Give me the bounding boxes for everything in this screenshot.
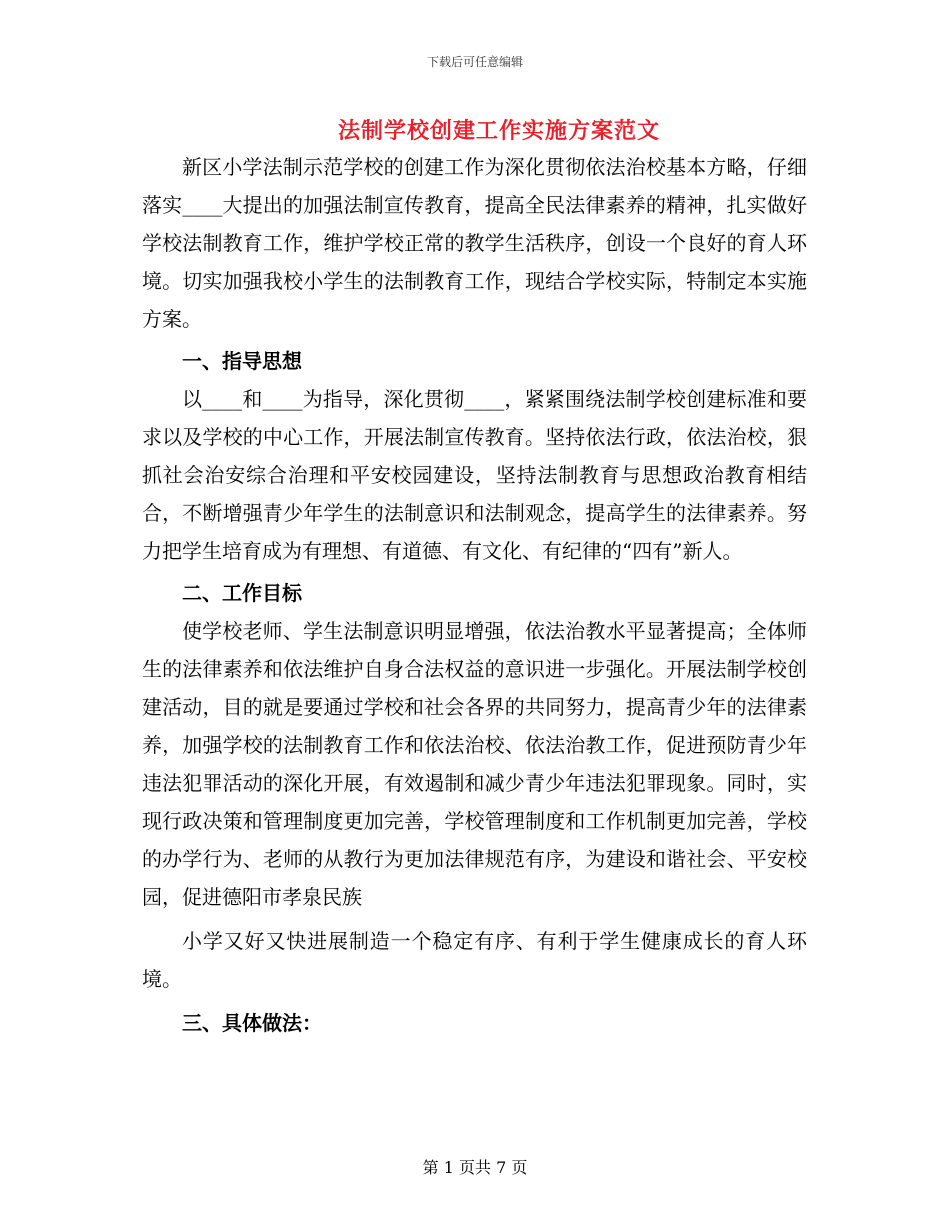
heading-work-goals: 二、工作目标: [182, 581, 302, 605]
paragraph-environment: 小学又好又快进展制造一个稳定有序、有利于学生健康成长的育人环境。: [142, 929, 807, 991]
paragraph-guiding-ideology: 以____和____为指导，深化贯彻____，紧紧围绕法制学校创建标准和要求以及学校的中心工作，开展法制宣传教育。坚持依法行政，依法治校，狠抓社会治安综合治理和平安校园建设，坚持法制教育与思想政治教育相结合，不断增强青少年学生的法制意识和法制观念，提高学生的法律素养。努力把学生培育成为有理想、有道德、有文化、有纪律的“四有”新人。: [142, 387, 807, 563]
header-note: 下载后可任意编辑: [426, 55, 523, 69]
heading-guiding-ideology: 一、指导思想: [182, 349, 302, 373]
page-number: 第 1 页共 7 页: [422, 1158, 528, 1177]
document-title: 法制学校创建工作实施方案范文: [337, 118, 660, 144]
document-body: [142, 148, 807, 1042]
paragraph-intro: 新区小学法制示范学校的创建工作为深化贯彻依法治校基本方略，仔细落实____大提出的加强法制宣传教育，提高全民法律素养的精神，扎实做好学校法制教育工作，维护学校正常的教学生活秩序，创设一个良好的育人环境。切实加强我校小学生的法制教育工作，现结合学校实际，特制定本实施方案。: [142, 155, 807, 331]
paragraph-work-goals: 使学校老师、学生法制意识明显增强，依法治教水平显著提高；全体师生的法律素养和依法维护自身合法权益的意识进一步强化。开展法制学校创建活动，目的就是要通过学校和社会各界的共同努力，提高青少年的法律素养，加强学校的法制教育工作和依法治校、依法治教工作，促进预防青少年违法犯罪活动的深化开展，有效遏制和减少青少年违法犯罪现象。同时，实现行政决策和管理制度更加完善，学校管理制度和工作机制更加完善，学校的办学行为、老师的从教行为更加法律规范有序，为建设和谐社会、平安校园，促进德阳市孝泉民族: [142, 619, 807, 909]
heading-specific-measures: 三、具体做法：: [182, 1011, 322, 1035]
